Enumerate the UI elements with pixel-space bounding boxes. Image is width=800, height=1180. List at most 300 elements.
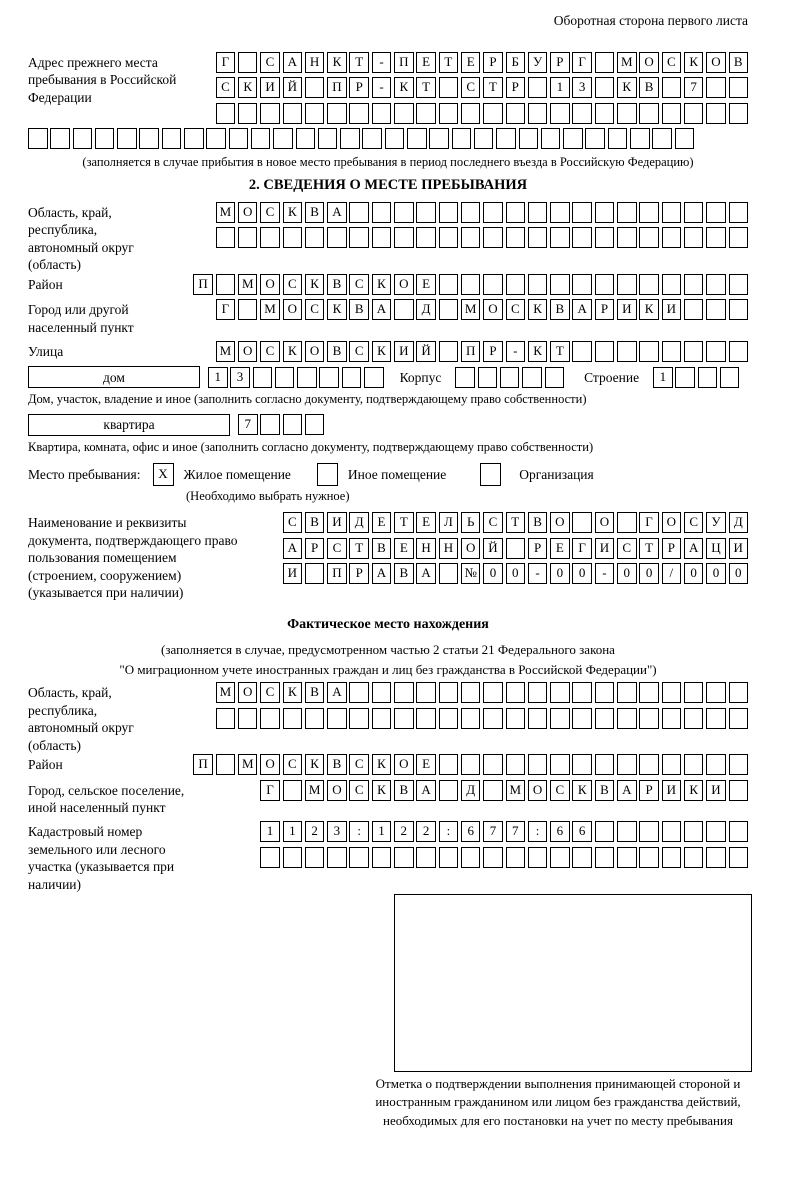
char-cell[interactable]: - bbox=[506, 341, 526, 362]
char-cell[interactable] bbox=[372, 682, 392, 703]
char-cell[interactable] bbox=[439, 708, 459, 729]
char-cell[interactable]: С bbox=[349, 274, 369, 295]
char-cell[interactable]: : bbox=[528, 821, 548, 842]
char-cell[interactable] bbox=[639, 682, 659, 703]
char-cell[interactable] bbox=[684, 754, 704, 775]
char-cell[interactable]: Н bbox=[416, 538, 436, 559]
char-cell[interactable]: В bbox=[305, 682, 325, 703]
stay-type-checkbox-residential[interactable]: X bbox=[153, 463, 174, 486]
char-cell[interactable]: К bbox=[572, 780, 592, 801]
char-cell[interactable]: О bbox=[528, 780, 548, 801]
char-cell[interactable]: О bbox=[238, 341, 258, 362]
char-cell[interactable] bbox=[617, 708, 637, 729]
char-cell[interactable] bbox=[639, 103, 659, 124]
char-cell[interactable]: О bbox=[283, 299, 303, 320]
char-cell[interactable] bbox=[528, 77, 548, 98]
char-cell[interactable]: И bbox=[617, 299, 637, 320]
char-cell[interactable] bbox=[572, 512, 592, 533]
char-cell[interactable] bbox=[283, 847, 303, 868]
char-cell[interactable]: Г bbox=[216, 52, 236, 73]
char-cell[interactable] bbox=[541, 128, 561, 149]
char-cell[interactable] bbox=[327, 847, 347, 868]
char-cell[interactable]: Д bbox=[729, 512, 749, 533]
char-cell[interactable] bbox=[483, 103, 503, 124]
char-cell[interactable] bbox=[617, 227, 637, 248]
char-cell[interactable]: А bbox=[327, 682, 347, 703]
char-cell[interactable] bbox=[572, 341, 592, 362]
char-cell[interactable] bbox=[729, 274, 749, 295]
char-cell[interactable]: К bbox=[327, 52, 347, 73]
char-cell[interactable]: : bbox=[349, 821, 369, 842]
char-cell[interactable]: 2 bbox=[394, 821, 414, 842]
char-cell[interactable] bbox=[319, 367, 339, 388]
char-cell[interactable]: Р bbox=[506, 77, 526, 98]
char-cell[interactable] bbox=[305, 708, 325, 729]
char-cell[interactable] bbox=[238, 299, 258, 320]
char-cell[interactable] bbox=[318, 128, 338, 149]
char-cell[interactable] bbox=[572, 754, 592, 775]
char-cell[interactable]: К bbox=[684, 52, 704, 73]
char-cell[interactable] bbox=[572, 682, 592, 703]
char-cell[interactable]: 0 bbox=[729, 563, 749, 584]
char-cell[interactable]: Т bbox=[439, 52, 459, 73]
char-cell[interactable] bbox=[283, 414, 303, 435]
char-cell[interactable] bbox=[506, 708, 526, 729]
char-cell[interactable] bbox=[461, 274, 481, 295]
char-cell[interactable] bbox=[617, 274, 637, 295]
char-cell[interactable]: С bbox=[216, 77, 236, 98]
char-cell[interactable]: С bbox=[684, 512, 704, 533]
char-cell[interactable]: А bbox=[372, 299, 392, 320]
char-cell[interactable]: О bbox=[550, 512, 570, 533]
char-cell[interactable] bbox=[461, 103, 481, 124]
char-cell[interactable]: Ь bbox=[461, 512, 481, 533]
char-cell[interactable] bbox=[260, 708, 280, 729]
char-cell[interactable] bbox=[238, 708, 258, 729]
char-cell[interactable] bbox=[506, 202, 526, 223]
char-cell[interactable]: - bbox=[528, 563, 548, 584]
char-cell[interactable] bbox=[297, 367, 317, 388]
char-cell[interactable] bbox=[305, 227, 325, 248]
char-cell[interactable] bbox=[283, 227, 303, 248]
char-cell[interactable]: 2 bbox=[416, 821, 436, 842]
char-cell[interactable]: И bbox=[662, 299, 682, 320]
char-cell[interactable] bbox=[439, 563, 459, 584]
char-cell[interactable]: О bbox=[238, 202, 258, 223]
char-cell[interactable]: О bbox=[394, 274, 414, 295]
char-cell[interactable]: О bbox=[461, 538, 481, 559]
char-cell[interactable]: Т bbox=[394, 512, 414, 533]
char-cell[interactable]: К bbox=[372, 754, 392, 775]
char-cell[interactable] bbox=[439, 274, 459, 295]
char-cell[interactable] bbox=[506, 103, 526, 124]
char-cell[interactable] bbox=[617, 202, 637, 223]
char-cell[interactable] bbox=[595, 821, 615, 842]
char-cell[interactable] bbox=[416, 103, 436, 124]
char-cell[interactable]: Г bbox=[572, 52, 592, 73]
char-cell[interactable] bbox=[706, 754, 726, 775]
char-cell[interactable] bbox=[275, 367, 295, 388]
char-cell[interactable]: В bbox=[372, 538, 392, 559]
stay-type-checkbox-other[interactable] bbox=[317, 463, 338, 486]
char-cell[interactable]: 1 bbox=[550, 77, 570, 98]
char-cell[interactable]: К bbox=[528, 341, 548, 362]
char-cell[interactable] bbox=[439, 780, 459, 801]
char-cell[interactable] bbox=[662, 821, 682, 842]
char-cell[interactable] bbox=[394, 103, 414, 124]
char-cell[interactable] bbox=[522, 367, 542, 388]
char-cell[interactable] bbox=[416, 202, 436, 223]
char-cell[interactable] bbox=[572, 103, 592, 124]
char-cell[interactable]: / bbox=[662, 563, 682, 584]
char-cell[interactable] bbox=[706, 227, 726, 248]
char-cell[interactable] bbox=[684, 299, 704, 320]
char-cell[interactable]: Е bbox=[416, 52, 436, 73]
char-cell[interactable] bbox=[364, 367, 384, 388]
char-cell[interactable] bbox=[216, 754, 236, 775]
char-cell[interactable] bbox=[572, 274, 592, 295]
char-cell[interactable]: С bbox=[260, 341, 280, 362]
char-cell[interactable] bbox=[729, 103, 749, 124]
char-cell[interactable]: В bbox=[305, 202, 325, 223]
char-cell[interactable]: А bbox=[327, 202, 347, 223]
char-cell[interactable] bbox=[439, 682, 459, 703]
char-cell[interactable] bbox=[349, 682, 369, 703]
char-cell[interactable] bbox=[238, 52, 258, 73]
char-cell[interactable] bbox=[729, 847, 749, 868]
char-cell[interactable] bbox=[500, 367, 520, 388]
char-cell[interactable] bbox=[595, 708, 615, 729]
char-cell[interactable] bbox=[639, 754, 659, 775]
char-cell[interactable]: О bbox=[327, 780, 347, 801]
char-cell[interactable]: К bbox=[327, 299, 347, 320]
char-cell[interactable] bbox=[372, 708, 392, 729]
char-cell[interactable] bbox=[729, 780, 749, 801]
char-cell[interactable]: А bbox=[684, 538, 704, 559]
char-cell[interactable]: 0 bbox=[706, 563, 726, 584]
char-cell[interactable] bbox=[429, 128, 449, 149]
char-cell[interactable]: Р bbox=[528, 538, 548, 559]
char-cell[interactable] bbox=[483, 847, 503, 868]
char-cell[interactable] bbox=[550, 202, 570, 223]
char-cell[interactable]: Т bbox=[639, 538, 659, 559]
char-cell[interactable]: Р bbox=[550, 52, 570, 73]
char-cell[interactable] bbox=[439, 77, 459, 98]
char-cell[interactable]: № bbox=[461, 563, 481, 584]
char-cell[interactable] bbox=[550, 682, 570, 703]
char-cell[interactable] bbox=[439, 847, 459, 868]
char-cell[interactable] bbox=[617, 847, 637, 868]
char-cell[interactable] bbox=[550, 103, 570, 124]
char-cell[interactable]: 6 bbox=[550, 821, 570, 842]
char-cell[interactable] bbox=[416, 708, 436, 729]
char-cell[interactable] bbox=[342, 367, 362, 388]
char-cell[interactable]: О bbox=[595, 512, 615, 533]
char-cell[interactable] bbox=[216, 274, 236, 295]
char-cell[interactable]: К bbox=[238, 77, 258, 98]
char-cell[interactable]: А bbox=[617, 780, 637, 801]
char-cell[interactable] bbox=[729, 77, 749, 98]
char-cell[interactable]: 3 bbox=[327, 821, 347, 842]
char-cell[interactable] bbox=[639, 847, 659, 868]
char-cell[interactable] bbox=[617, 754, 637, 775]
char-cell[interactable]: 0 bbox=[550, 563, 570, 584]
char-cell[interactable] bbox=[595, 77, 615, 98]
char-cell[interactable]: Т bbox=[506, 512, 526, 533]
char-cell[interactable] bbox=[675, 128, 695, 149]
char-cell[interactable] bbox=[496, 128, 516, 149]
char-cell[interactable]: С bbox=[283, 274, 303, 295]
char-cell[interactable]: Л bbox=[439, 512, 459, 533]
char-cell[interactable]: Г bbox=[216, 299, 236, 320]
char-cell[interactable] bbox=[95, 128, 115, 149]
char-cell[interactable]: С bbox=[349, 341, 369, 362]
char-cell[interactable] bbox=[729, 299, 749, 320]
char-cell[interactable] bbox=[439, 299, 459, 320]
char-cell[interactable]: О bbox=[260, 274, 280, 295]
char-cell[interactable] bbox=[273, 128, 293, 149]
char-cell[interactable]: С bbox=[349, 754, 369, 775]
char-cell[interactable]: Т bbox=[416, 77, 436, 98]
char-cell[interactable]: Й bbox=[416, 341, 436, 362]
char-cell[interactable]: Н bbox=[439, 538, 459, 559]
char-cell[interactable] bbox=[684, 202, 704, 223]
char-cell[interactable]: 7 bbox=[238, 414, 258, 435]
char-cell[interactable]: О bbox=[260, 754, 280, 775]
char-cell[interactable]: М bbox=[260, 299, 280, 320]
char-cell[interactable]: Г bbox=[572, 538, 592, 559]
char-cell[interactable] bbox=[216, 103, 236, 124]
char-cell[interactable] bbox=[706, 274, 726, 295]
char-cell[interactable]: С bbox=[662, 52, 682, 73]
char-cell[interactable] bbox=[706, 847, 726, 868]
char-cell[interactable]: К bbox=[283, 341, 303, 362]
char-cell[interactable] bbox=[340, 128, 360, 149]
char-cell[interactable] bbox=[706, 341, 726, 362]
char-cell[interactable]: 0 bbox=[506, 563, 526, 584]
char-cell[interactable] bbox=[729, 341, 749, 362]
char-cell[interactable]: И bbox=[283, 563, 303, 584]
char-cell[interactable]: Н bbox=[305, 52, 325, 73]
char-cell[interactable]: К bbox=[372, 341, 392, 362]
char-cell[interactable] bbox=[550, 708, 570, 729]
char-cell[interactable]: 1 bbox=[208, 367, 228, 388]
char-cell[interactable] bbox=[416, 682, 436, 703]
char-cell[interactable] bbox=[639, 202, 659, 223]
char-cell[interactable]: И bbox=[260, 77, 280, 98]
char-cell[interactable] bbox=[639, 274, 659, 295]
char-cell[interactable] bbox=[461, 202, 481, 223]
char-cell[interactable]: В bbox=[528, 512, 548, 533]
char-cell[interactable] bbox=[283, 708, 303, 729]
char-cell[interactable] bbox=[216, 708, 236, 729]
char-cell[interactable]: А bbox=[572, 299, 592, 320]
char-cell[interactable]: В bbox=[349, 299, 369, 320]
char-cell[interactable] bbox=[162, 128, 182, 149]
char-cell[interactable] bbox=[349, 847, 369, 868]
char-cell[interactable] bbox=[729, 682, 749, 703]
char-cell[interactable] bbox=[283, 780, 303, 801]
char-cell[interactable] bbox=[662, 708, 682, 729]
char-cell[interactable] bbox=[519, 128, 539, 149]
char-cell[interactable]: С bbox=[506, 299, 526, 320]
char-cell[interactable] bbox=[349, 708, 369, 729]
char-cell[interactable] bbox=[595, 227, 615, 248]
char-cell[interactable] bbox=[550, 847, 570, 868]
char-cell[interactable]: 1 bbox=[260, 821, 280, 842]
char-cell[interactable]: К bbox=[305, 754, 325, 775]
char-cell[interactable]: М bbox=[461, 299, 481, 320]
char-cell[interactable]: И bbox=[729, 538, 749, 559]
char-cell[interactable]: У bbox=[528, 52, 548, 73]
char-cell[interactable] bbox=[595, 202, 615, 223]
char-cell[interactable]: Д bbox=[416, 299, 436, 320]
char-cell[interactable]: Т bbox=[349, 52, 369, 73]
char-cell[interactable] bbox=[461, 847, 481, 868]
char-cell[interactable]: Ц bbox=[706, 538, 726, 559]
char-cell[interactable]: В bbox=[327, 754, 347, 775]
char-cell[interactable] bbox=[572, 847, 592, 868]
char-cell[interactable]: М bbox=[506, 780, 526, 801]
char-cell[interactable] bbox=[595, 341, 615, 362]
char-cell[interactable] bbox=[372, 227, 392, 248]
char-cell[interactable] bbox=[327, 103, 347, 124]
char-cell[interactable]: В bbox=[327, 341, 347, 362]
char-cell[interactable] bbox=[305, 847, 325, 868]
char-cell[interactable]: А bbox=[416, 780, 436, 801]
char-cell[interactable] bbox=[684, 682, 704, 703]
char-cell[interactable] bbox=[684, 341, 704, 362]
char-cell[interactable] bbox=[528, 682, 548, 703]
char-cell[interactable] bbox=[385, 128, 405, 149]
char-cell[interactable]: О bbox=[483, 299, 503, 320]
char-cell[interactable]: Г bbox=[260, 780, 280, 801]
char-cell[interactable] bbox=[455, 367, 475, 388]
char-cell[interactable] bbox=[253, 367, 273, 388]
char-cell[interactable] bbox=[394, 847, 414, 868]
char-cell[interactable] bbox=[506, 538, 526, 559]
char-cell[interactable] bbox=[461, 682, 481, 703]
char-cell[interactable]: : bbox=[439, 821, 459, 842]
char-cell[interactable] bbox=[528, 274, 548, 295]
char-cell[interactable] bbox=[483, 682, 503, 703]
char-cell[interactable] bbox=[545, 367, 565, 388]
char-cell[interactable]: О bbox=[238, 682, 258, 703]
char-cell[interactable] bbox=[461, 708, 481, 729]
char-cell[interactable] bbox=[652, 128, 672, 149]
char-cell[interactable] bbox=[478, 367, 498, 388]
char-cell[interactable] bbox=[617, 821, 637, 842]
char-cell[interactable] bbox=[662, 274, 682, 295]
char-cell[interactable]: В bbox=[394, 563, 414, 584]
char-cell[interactable] bbox=[305, 563, 325, 584]
char-cell[interactable]: Д bbox=[349, 512, 369, 533]
char-cell[interactable] bbox=[251, 128, 271, 149]
char-cell[interactable]: С bbox=[617, 538, 637, 559]
char-cell[interactable]: Е bbox=[394, 538, 414, 559]
char-cell[interactable] bbox=[483, 274, 503, 295]
char-cell[interactable]: С bbox=[483, 512, 503, 533]
char-cell[interactable] bbox=[362, 128, 382, 149]
char-cell[interactable] bbox=[662, 103, 682, 124]
char-cell[interactable]: И bbox=[595, 538, 615, 559]
char-cell[interactable]: М bbox=[238, 274, 258, 295]
char-cell[interactable] bbox=[394, 682, 414, 703]
char-cell[interactable] bbox=[394, 227, 414, 248]
char-cell[interactable]: С bbox=[461, 77, 481, 98]
char-cell[interactable] bbox=[439, 103, 459, 124]
char-cell[interactable] bbox=[461, 754, 481, 775]
char-cell[interactable] bbox=[416, 227, 436, 248]
char-cell[interactable] bbox=[528, 754, 548, 775]
char-cell[interactable] bbox=[349, 202, 369, 223]
char-cell[interactable] bbox=[706, 708, 726, 729]
char-cell[interactable]: И bbox=[706, 780, 726, 801]
char-cell[interactable] bbox=[216, 227, 236, 248]
char-cell[interactable] bbox=[706, 202, 726, 223]
char-cell[interactable]: 1 bbox=[372, 821, 392, 842]
char-cell[interactable] bbox=[639, 821, 659, 842]
char-cell[interactable] bbox=[662, 341, 682, 362]
char-cell[interactable]: Р bbox=[349, 563, 369, 584]
char-cell[interactable] bbox=[260, 847, 280, 868]
char-cell[interactable]: К bbox=[283, 682, 303, 703]
char-cell[interactable] bbox=[439, 754, 459, 775]
char-cell[interactable]: Т bbox=[483, 77, 503, 98]
char-cell[interactable]: К bbox=[684, 780, 704, 801]
char-cell[interactable]: Е bbox=[416, 274, 436, 295]
char-cell[interactable] bbox=[729, 821, 749, 842]
char-cell[interactable]: 3 bbox=[572, 77, 592, 98]
char-cell[interactable] bbox=[407, 128, 427, 149]
char-cell[interactable]: М bbox=[305, 780, 325, 801]
char-cell[interactable] bbox=[617, 103, 637, 124]
char-cell[interactable] bbox=[630, 128, 650, 149]
char-cell[interactable]: А bbox=[372, 563, 392, 584]
char-cell[interactable] bbox=[639, 227, 659, 248]
char-cell[interactable]: 7 bbox=[684, 77, 704, 98]
char-cell[interactable] bbox=[506, 227, 526, 248]
char-cell[interactable]: 1 bbox=[283, 821, 303, 842]
char-cell[interactable]: Е bbox=[461, 52, 481, 73]
char-cell[interactable]: С bbox=[260, 52, 280, 73]
char-cell[interactable] bbox=[698, 367, 718, 388]
char-cell[interactable] bbox=[595, 847, 615, 868]
char-cell[interactable] bbox=[260, 227, 280, 248]
char-cell[interactable] bbox=[572, 202, 592, 223]
char-cell[interactable] bbox=[73, 128, 93, 149]
char-cell[interactable]: Р bbox=[349, 77, 369, 98]
char-cell[interactable]: К bbox=[528, 299, 548, 320]
char-cell[interactable]: В bbox=[327, 274, 347, 295]
char-cell[interactable]: В bbox=[729, 52, 749, 73]
char-cell[interactable]: О bbox=[706, 52, 726, 73]
char-cell[interactable] bbox=[474, 128, 494, 149]
char-cell[interactable]: 1 bbox=[653, 367, 673, 388]
char-cell[interactable] bbox=[327, 708, 347, 729]
char-cell[interactable] bbox=[617, 682, 637, 703]
char-cell[interactable]: 0 bbox=[639, 563, 659, 584]
char-cell[interactable] bbox=[506, 847, 526, 868]
char-cell[interactable] bbox=[684, 708, 704, 729]
char-cell[interactable]: 0 bbox=[684, 563, 704, 584]
char-cell[interactable]: 0 bbox=[483, 563, 503, 584]
char-cell[interactable] bbox=[349, 227, 369, 248]
char-cell[interactable]: Р bbox=[639, 780, 659, 801]
char-cell[interactable]: Й bbox=[483, 538, 503, 559]
char-cell[interactable] bbox=[563, 128, 583, 149]
char-cell[interactable]: К bbox=[283, 202, 303, 223]
